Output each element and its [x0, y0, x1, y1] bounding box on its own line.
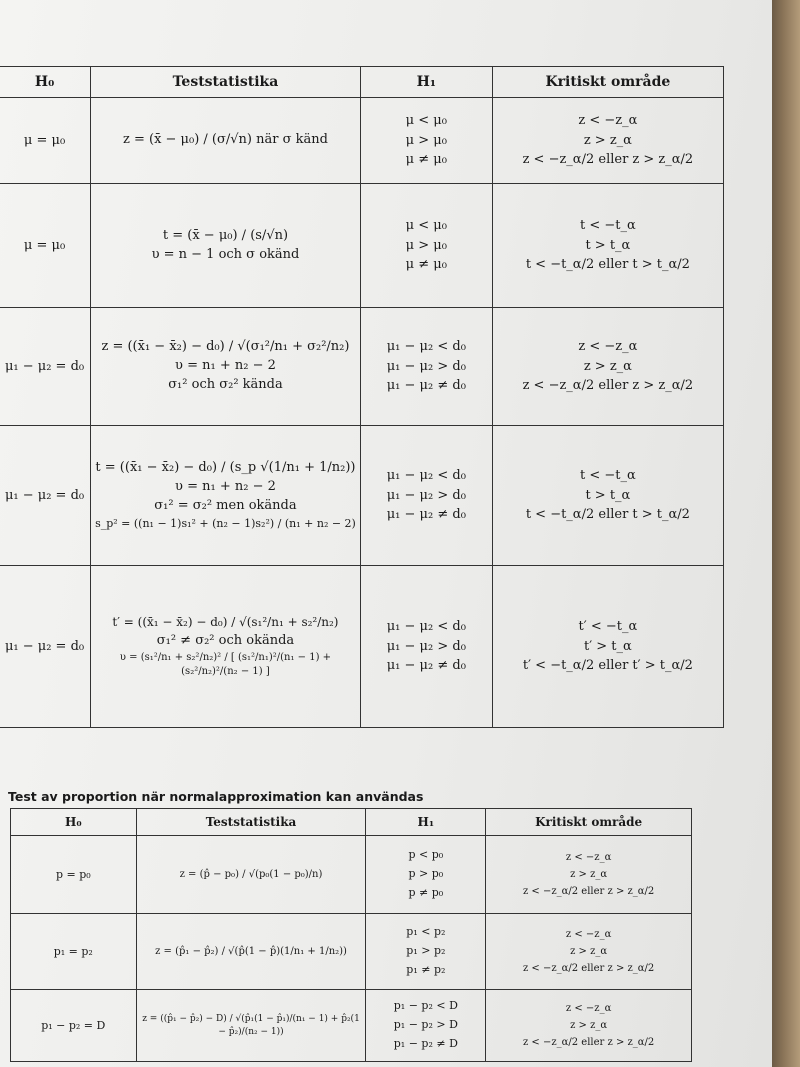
h1-line: p < p₀: [408, 848, 444, 862]
header-h1: H₁: [366, 809, 486, 836]
h0-cell: p = p₀: [11, 836, 137, 914]
formula-line: z = ((p̂₁ − p̂₂) − D) / √(p̂₁(1 − p̂₁)/(n₁ − 1) + p̂₂(1 − p̂₂)/(n₂ − 1)): [142, 1013, 360, 1037]
critical-line: z < −z_α/2 eller z > z_α/2: [522, 378, 694, 394]
teststatistika-cell: [136, 990, 366, 1062]
h0-cell: μ₁ − μ₂ = d₀: [0, 426, 91, 566]
table-row: [0, 184, 724, 308]
table-row: [0, 308, 724, 426]
critical-line: t > t_α: [585, 487, 631, 503]
formula-line: t = (x̄ − μ₀) / (s/√n): [162, 227, 289, 243]
formula-line: z = (p̂₁ − p̂₂) / √(p̂(1 − p̂)(1/n₁ + 1/n₂)): [155, 946, 347, 957]
h1-line: μ ≠ μ₀: [405, 152, 447, 168]
table-row: [11, 990, 692, 1062]
critical-line: z < −z_α/2 eller z > z_α/2: [522, 963, 655, 974]
h1-line: μ₁ − μ₂ < d₀: [386, 468, 466, 484]
critical-line: z < −z_α/2 eller z > z_α/2: [522, 152, 694, 168]
critical-line: z > z_α: [583, 358, 632, 374]
critical-line: z < −z_α: [578, 339, 638, 355]
kritiskt-omrade-cell: [492, 426, 723, 566]
formula-line: σ₁² ≠ σ₂² och okända: [156, 632, 295, 648]
teststatistika-cell: [91, 184, 361, 308]
h1-cell: [360, 426, 492, 566]
kritiskt-omrade-cell: [492, 98, 723, 184]
critical-line: t < −t_α: [580, 218, 636, 234]
header-kritiskt-omrade: Kritiskt område: [486, 809, 692, 836]
teststatistika-cell: [136, 836, 366, 914]
h0-cell: p₁ − p₂ = D: [11, 990, 137, 1062]
table-row: [11, 914, 692, 990]
kritiskt-omrade-cell: [492, 308, 723, 426]
h1-line: p₁ > p₂: [406, 944, 446, 958]
formula-line: υ = n − 1 och σ okänd: [151, 246, 300, 262]
h1-line: μ₁ − μ₂ > d₀: [386, 358, 466, 374]
critical-line: z < −z_α: [565, 929, 612, 940]
h1-line: p₁ − p₂ ≠ D: [393, 1036, 458, 1050]
header-teststatistika: Teststatistika: [136, 809, 366, 836]
critical-line: z < −z_α/2 eller z > z_α/2: [522, 886, 655, 897]
formula-line: s_p² = ((n₁ − 1)s₁² + (n₂ − 1)s₂²) / (n₁ + n₂ − 2): [95, 516, 356, 530]
h1-line: μ < μ₀: [405, 218, 447, 234]
kritiskt-omrade-cell: [486, 836, 692, 914]
formula-line: z = ((x̄₁ − x̄₂) − d₀) / √(σ₁²/n₁ + σ₂²/n₂): [101, 339, 350, 355]
h1-line: μ₁ − μ₂ > d₀: [386, 638, 466, 654]
teststatistika-cell: [91, 98, 361, 184]
h1-line: μ ≠ μ₀: [405, 257, 447, 273]
header-h1: H₁: [360, 67, 492, 98]
header-h0: H₀: [0, 67, 91, 98]
table-surface: [772, 0, 800, 1067]
h1-line: μ > μ₀: [405, 132, 447, 148]
table-row: [0, 426, 724, 566]
h1-cell: [366, 836, 486, 914]
teststatistika-cell: [91, 566, 361, 728]
critical-line: z > z_α: [570, 869, 608, 880]
h0-cell: μ = μ₀: [0, 98, 91, 184]
h1-line: p₁ − p₂ < D: [393, 999, 458, 1013]
table-row: [0, 98, 724, 184]
formula-line: t = ((x̄₁ − x̄₂) − d₀) / (s_p √(1/n₁ + 1/n₂)): [95, 460, 356, 476]
critical-line: t < −t_α/2 eller t > t_α/2: [525, 507, 690, 523]
proportion-test-caption: Test av proportion när normalapproximation kan användas: [8, 789, 424, 804]
critical-line: z > z_α: [570, 1020, 608, 1031]
table-row: [11, 836, 692, 914]
critical-line: z > z_α: [570, 946, 608, 957]
h1-line: p > p₀: [408, 867, 444, 881]
proportion-test-table: [10, 808, 692, 1062]
kritiskt-omrade-cell: [492, 184, 723, 308]
table-header-row: [0, 67, 724, 98]
h1-cell: [360, 98, 492, 184]
header-h0: H₀: [11, 809, 137, 836]
teststatistika-cell: [91, 426, 361, 566]
kritiskt-omrade-cell: [486, 914, 692, 990]
h0-cell: p₁ = p₂: [11, 914, 137, 990]
critical-line: z < −z_α: [578, 113, 638, 129]
critical-line: t′ > t_α: [583, 638, 632, 654]
critical-line: z < −z_α: [565, 852, 612, 863]
critical-line: t < −t_α/2 eller t > t_α/2: [525, 257, 690, 273]
h1-cell: [366, 990, 486, 1062]
kritiskt-omrade-cell: [492, 566, 723, 728]
h1-line: μ₁ − μ₂ ≠ d₀: [386, 658, 466, 674]
critical-line: t < −t_α: [580, 468, 636, 484]
critical-line: t > t_α: [585, 237, 631, 253]
h1-line: μ > μ₀: [405, 237, 447, 253]
critical-line: z < −z_α: [565, 1003, 612, 1014]
h1-line: μ < μ₀: [405, 113, 447, 129]
h1-line: p₁ ≠ p₂: [406, 962, 446, 976]
h0-cell: μ = μ₀: [0, 184, 91, 308]
critical-line: z < −z_α/2 eller z > z_α/2: [522, 1037, 655, 1048]
h1-line: p ≠ p₀: [408, 885, 444, 899]
h1-line: p₁ − p₂ > D: [393, 1018, 458, 1032]
formula-line: z = (p̂ − p₀) / √(p₀(1 − p₀)/n): [179, 869, 323, 880]
formula-line: t′ = ((x̄₁ − x̄₂) − d₀) / √(s₁²/n₁ + s₂²/n₂): [112, 615, 339, 630]
hypothesis-test-table: [0, 66, 724, 728]
formula-line: υ = n₁ + n₂ − 2: [175, 358, 276, 374]
h1-line: μ₁ − μ₂ < d₀: [386, 339, 466, 355]
formula-line: z = (x̄ − μ₀) / (σ/√n) när σ känd: [122, 132, 328, 148]
header-kritiskt-omrade: Kritiskt område: [492, 67, 723, 98]
h1-line: μ₁ − μ₂ > d₀: [386, 487, 466, 503]
formula-line: υ = (s₁²/n₁ + s₂²/n₂)² / [ (s₁²/n₁)²/(n₁ − 1) + (s₂²/n₂)²/(n₂ − 1) ]: [119, 651, 332, 677]
h1-cell: [366, 914, 486, 990]
formula-line: σ₁² = σ₂² men okända: [154, 497, 297, 513]
h1-line: μ₁ − μ₂ < d₀: [386, 619, 466, 635]
critical-line: t′ < −t_α/2 eller t′ > t_α/2: [522, 658, 693, 674]
teststatistika-cell: [91, 308, 361, 426]
h0-cell: μ₁ − μ₂ = d₀: [0, 308, 91, 426]
kritiskt-omrade-cell: [486, 990, 692, 1062]
h0-cell: μ₁ − μ₂ = d₀: [0, 566, 91, 728]
table-header-row: [11, 809, 692, 836]
critical-line: t′ < −t_α: [578, 619, 638, 635]
h1-line: μ₁ − μ₂ ≠ d₀: [386, 507, 466, 523]
header-teststatistika: Teststatistika: [91, 67, 361, 98]
h1-line: p₁ < p₂: [406, 925, 446, 939]
formula-line: υ = n₁ + n₂ − 2: [175, 479, 276, 495]
h1-cell: [360, 184, 492, 308]
formula-line: σ₁² och σ₂² kända: [168, 376, 283, 392]
table-row: [0, 566, 724, 728]
h1-line: μ₁ − μ₂ ≠ d₀: [386, 378, 466, 394]
h1-cell: [360, 308, 492, 426]
critical-line: z > z_α: [583, 132, 632, 148]
h1-cell: [360, 566, 492, 728]
teststatistika-cell: [136, 914, 366, 990]
